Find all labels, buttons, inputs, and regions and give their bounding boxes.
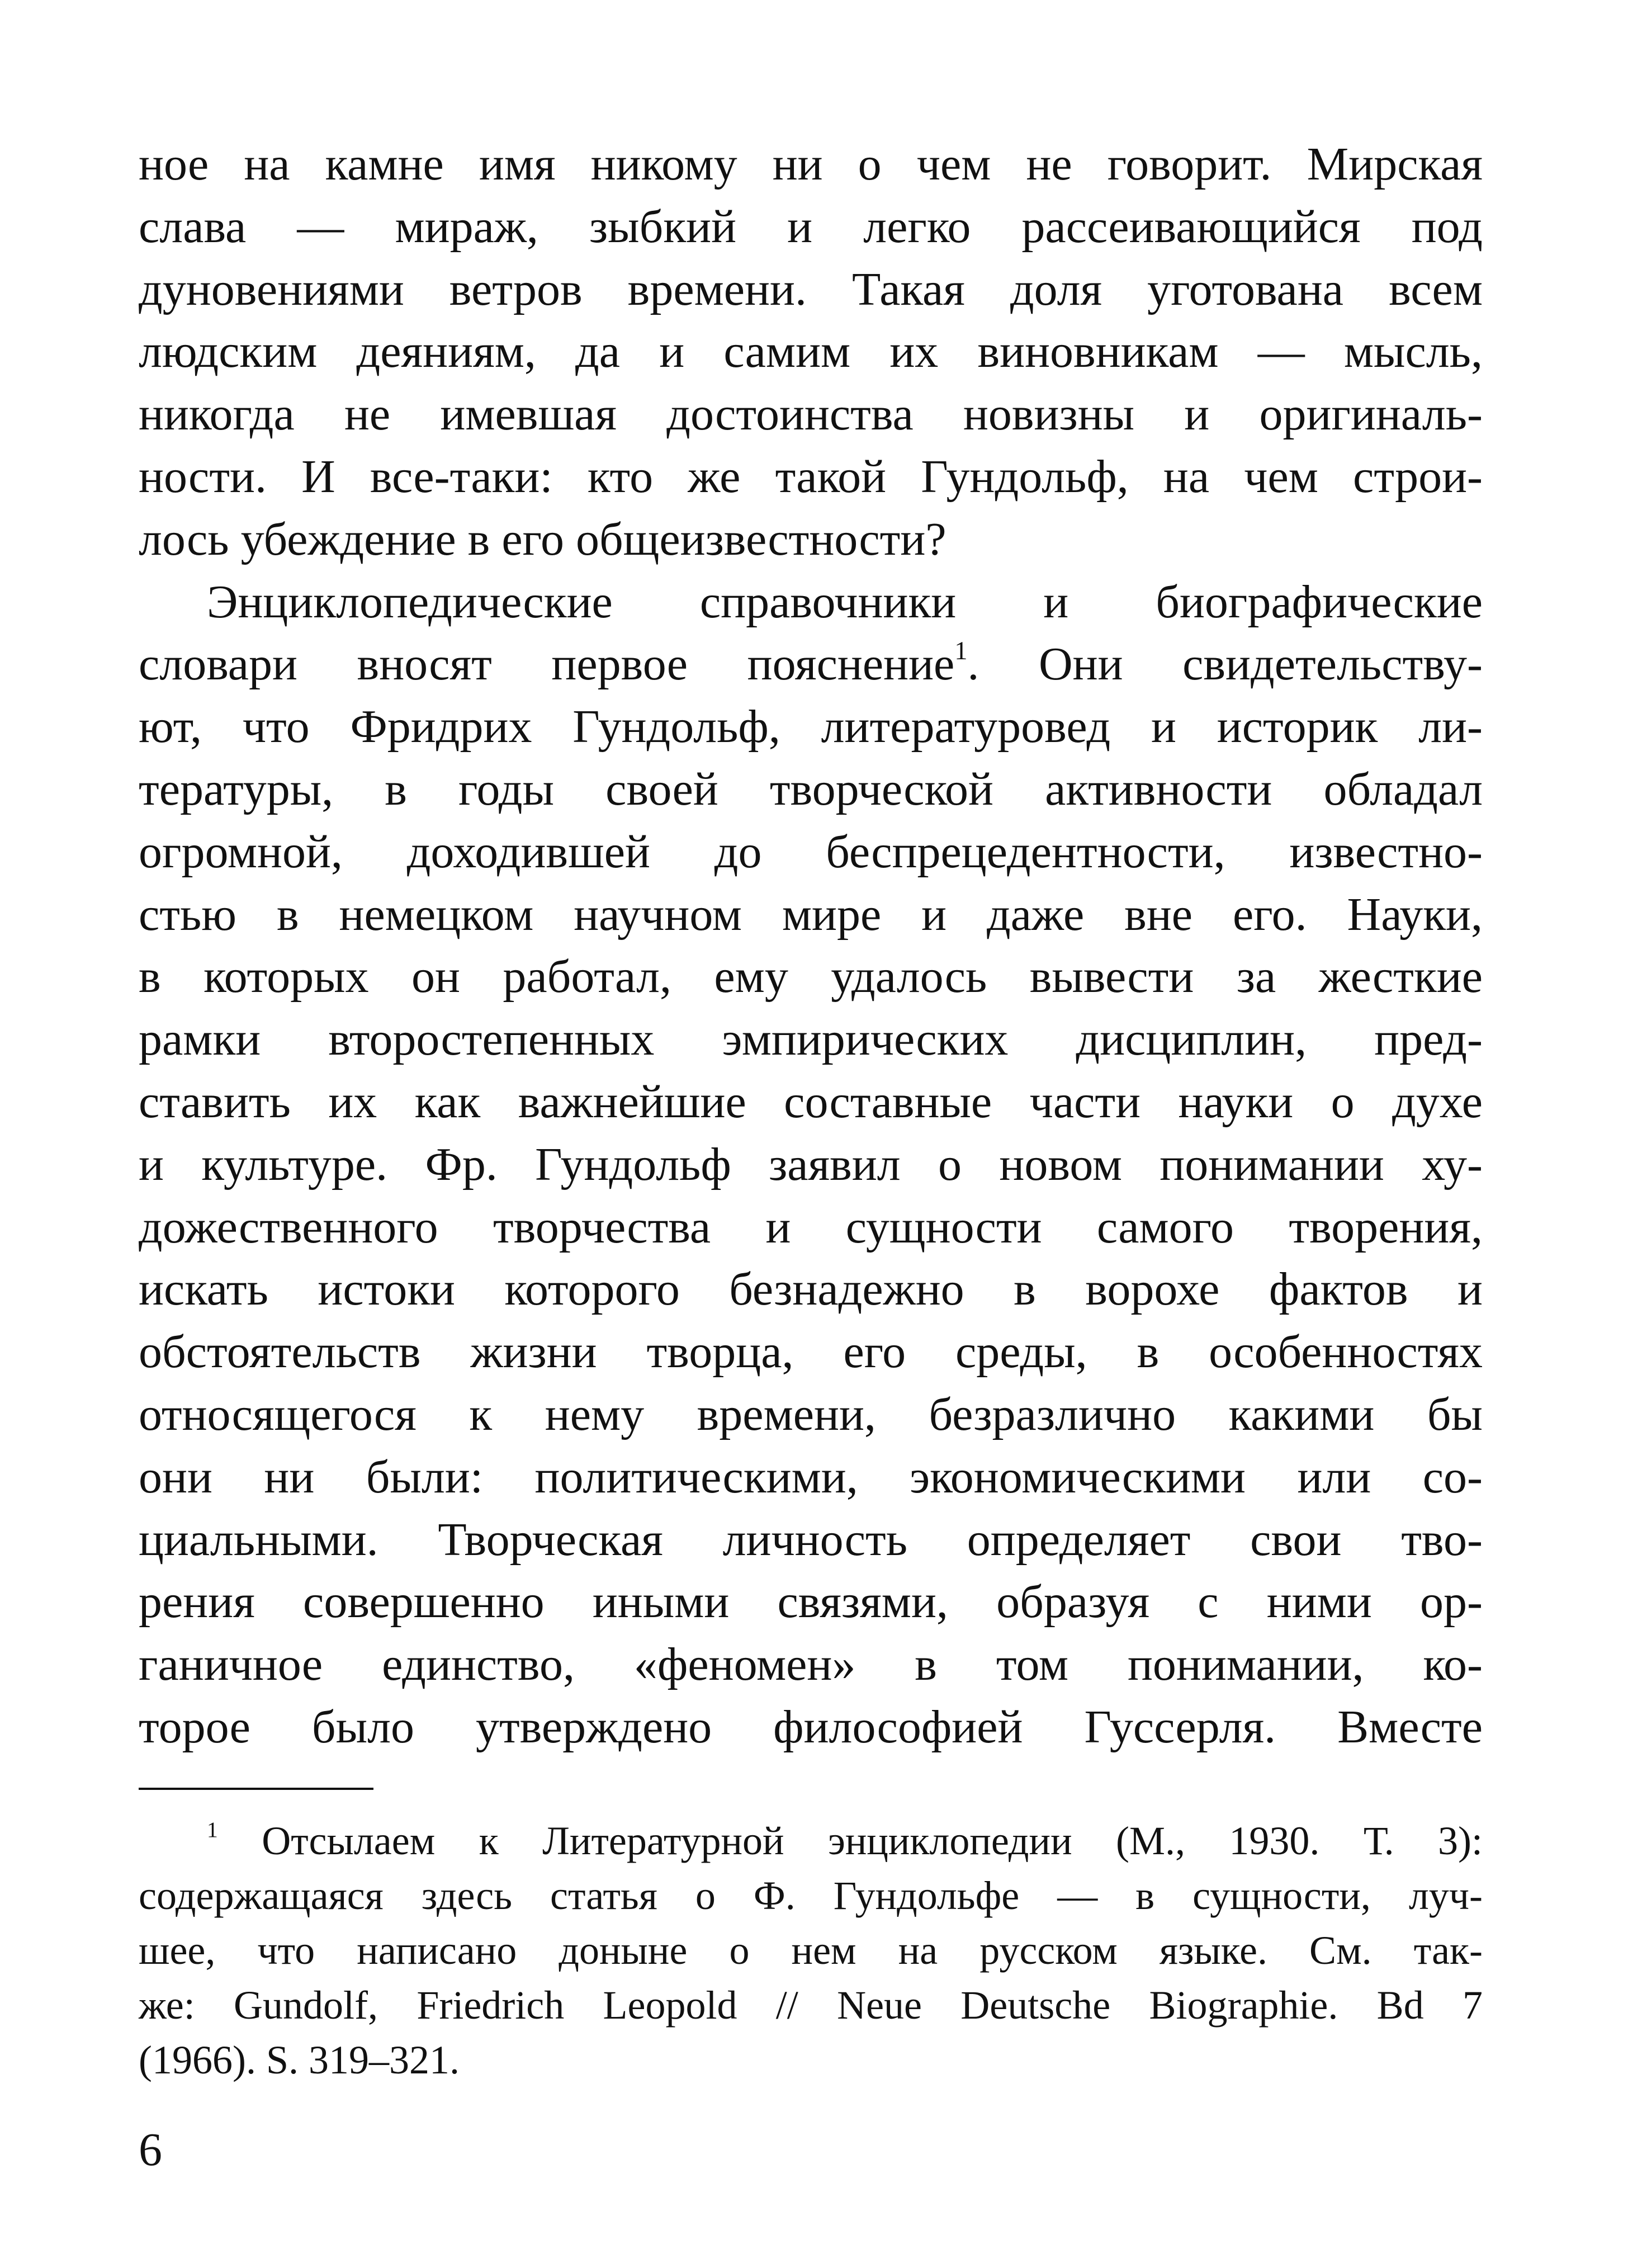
text-line: циальными. Творческая личность определяет свои тво- [139,1513,1483,1566]
text-line: обстоятельств жизни творца, его среды, в особенностях [139,1326,1483,1378]
text-line: дуновениями ветров времени. Такая доля уготована всем [139,263,1483,315]
body-text [139,133,1483,1759]
text-line: ное на камне имя никому ни о чем не говорит. Мирская [139,138,1483,190]
text-line: искать истоки которого безнадежно в ворохе фактов и [139,1263,1483,1316]
footnote [139,1813,1483,2087]
footnote-divider [139,1788,373,1790]
footnote-line: содержащаяся здесь статья о Ф. Гундольфе — в сущности, луч- [139,1873,1483,1918]
text-line: и культуре. Фр. Гундольф заявил о новом понимании ху- [139,1138,1483,1190]
footnote-reference: 1 [954,636,968,665]
footnote-line [139,1813,1483,1868]
text-fragment: словари вносят первое пояснение [139,638,955,691]
text-line: рамки второстепенных эмпирических дисциплин, пред- [139,1013,1483,1066]
text-line: они ни были: политическими, экономическими или со- [139,1450,1483,1503]
text-line: слава — мираж, зыбкий и легко рассеивающийся под [139,200,1483,253]
text-line: лось убеждение в его общеизвестности? [139,513,946,565]
text-line: ности. И все-таки: кто же такой Гундольф, на чем строи- [139,450,1483,503]
text-line: ставить их как важнейшие составные части науки о духе [139,1075,1483,1128]
footnote-marker: 1 [207,1817,218,1842]
text-line: ют, что Фридрих Гундольф, литературовед и историк ли- [139,701,1483,753]
footnote-line: шее, что написано доныне о нем на русском языке. См. так- [139,1927,1483,1973]
book-page [139,133,1483,2087]
text-line: людским деяниям, да и самим их виновникам — мысль, [139,325,1483,378]
text-line: относящегося к нему времени, безразлично какими бы [139,1388,1483,1440]
page-number: 6 [139,2124,162,2176]
text-line: в которых он работал, ему удалось вывести за жесткие [139,951,1483,1003]
footnote-line: (1966). S. 319–321. [139,2037,460,2082]
text-line-with-footnote-ref [139,633,1483,696]
footnote-line: же: Gundolf, Friedrich Leopold // Neue Deutsche Biographie. Bd 7 [139,1982,1483,2028]
text-fragment: Отсылаем к Литературной энциклопедии (М., 1930. Т. 3): [217,1818,1483,1863]
text-line: стью в немецком научном мире и даже вне его. Науки, [139,888,1483,941]
text-line: Энциклопедические справочники и биографические [207,575,1483,628]
text-fragment: . Они свидетельству- [967,638,1483,691]
text-line: дожественного творчества и сущности самого творения, [139,1201,1483,1253]
text-line: тературы, в годы своей творческой активности обладал [139,763,1483,815]
text-line: никогда не имевшая достоинства новизны и оригиналь- [139,388,1483,441]
text-line: торое было утверждено философией Гуссерля. Вместе [139,1700,1483,1753]
text-line: ганичное единство, «феномен» в том понимании, ко- [139,1638,1483,1691]
text-line: огромной, доходившей до беспрецедентности, известно- [139,825,1483,878]
text-line: рения совершенно иными связями, образуя с ними ор- [139,1576,1483,1628]
